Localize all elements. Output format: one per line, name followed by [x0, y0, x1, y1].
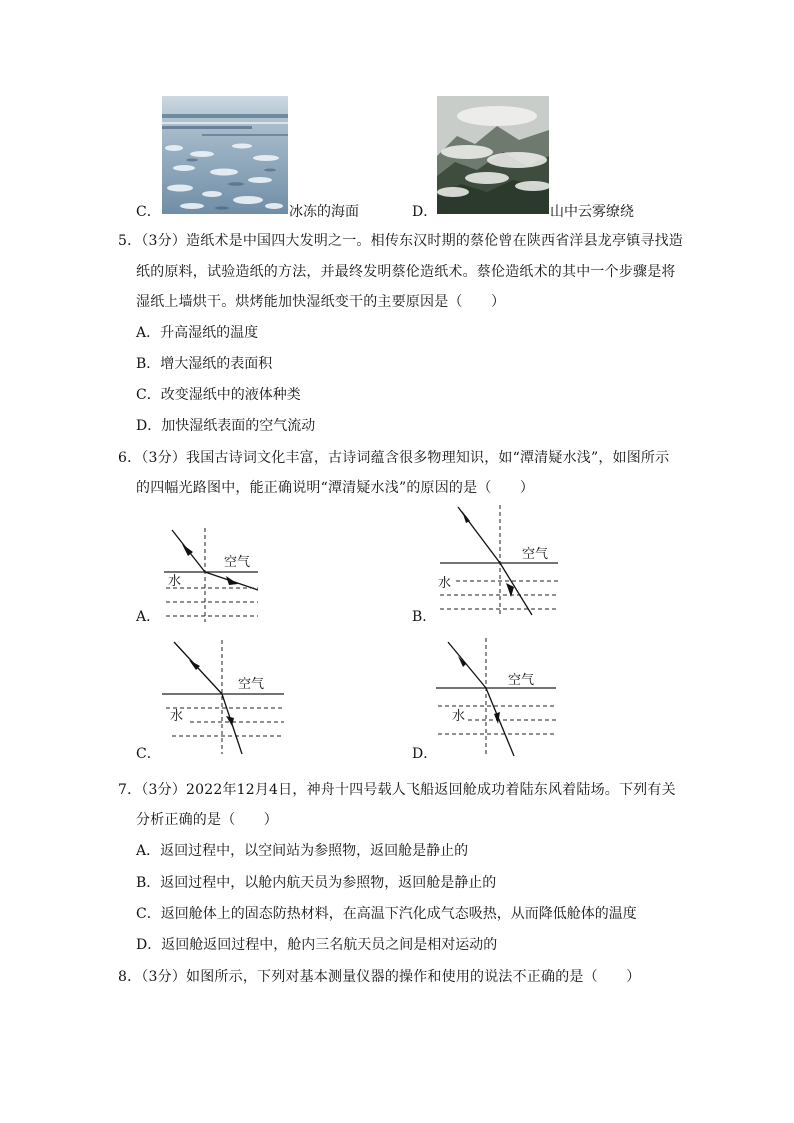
frozen-sea-photo: [162, 96, 288, 214]
air-label: 空气: [238, 677, 265, 692]
option-a: A．升高湿纸的温度: [136, 325, 259, 341]
water-label: 水: [438, 576, 452, 591]
arrow-icon: [494, 712, 500, 724]
question-stem-line: 8．（3分）如图所示，下列对基本测量仪器的操作和使用的说法不正确的是（ ）: [118, 969, 641, 985]
option-d: D．加快湿纸表面的空气流动: [136, 418, 316, 434]
diagram-letter: B．: [412, 609, 437, 625]
refracted-ray: [448, 642, 486, 688]
option-b: B．增大湿纸的表面积: [136, 356, 273, 372]
water-label: 水: [452, 709, 466, 724]
question-stem-line: 5．（3分）造纸术是中国四大发明之一。相传东汉时期的蔡伦曾在陕西省洋县龙亭镇寻找造: [118, 233, 684, 249]
option-c: C．改变湿纸中的液体种类: [136, 387, 301, 403]
incident-ray: [486, 688, 514, 756]
frozen-sea-image: [162, 96, 288, 214]
water-label: 水: [168, 574, 182, 589]
option-b: B．返回过程中，以舱内航天员为参照物，返回舱是静止的: [136, 875, 497, 891]
light-path-diagram-d: [434, 636, 560, 760]
diagram-letter: D．: [412, 746, 438, 762]
light-path-diagram-b: [436, 503, 560, 619]
air-label: 空气: [522, 547, 549, 562]
light-path-diagram-a: [160, 524, 270, 624]
water-label: 水: [170, 709, 184, 724]
air-label: 空气: [508, 673, 535, 688]
question-stem-line: 分析正确的是（ ）: [136, 812, 278, 828]
image-caption: 冰冻的海面: [289, 204, 359, 220]
mountain-fog-photo: [437, 96, 549, 214]
incident-ray: [500, 563, 532, 615]
mountain-fog-image: [437, 96, 549, 214]
arrow-icon: [226, 576, 238, 585]
diagram-letter: C．: [136, 746, 161, 762]
option-letter: C．: [136, 204, 161, 220]
option-c: C．返回舱体上的固态防热材料，在高温下汽化成气态吸热，从而降低舱体的温度: [136, 906, 637, 922]
question-stem-line: 6．（3分）我国古诗词文化丰富，古诗词蕴含很多物理知识，如“潭清疑水浅”，如图所示: [118, 450, 670, 466]
option-letter: D．: [412, 204, 438, 220]
diagram-letter: A．: [136, 609, 161, 625]
arrow-icon: [462, 511, 470, 523]
image-caption: 山中云雾缭绕: [550, 204, 634, 220]
question-stem-line: 纸的原料，试验造纸的方法，并最终发明蔡伦造纸术。蔡伦造纸术的其中一个步骤是将: [136, 264, 676, 280]
air-label: 空气: [224, 555, 251, 570]
question-stem-line: 的四幅光路图中，能正确说明“潭清疑水浅”的原因的是（ ）: [136, 480, 535, 496]
question-stem-line: 7．（3分）2022年12月4日，神舟十四号载人飞船返回舱成功着陆东风着陆场。下列有关: [118, 782, 676, 798]
question-stem-line: 湿纸上墙烘干。烘烤能加快湿纸变干的主要原因是（ ）: [136, 294, 506, 310]
option-a: A．返回过程中，以空间站为参照物，返回舱是静止的: [136, 843, 469, 859]
option-d: D．返回舱返回过程中，舱内三名航天员之间是相对运动的: [136, 937, 498, 953]
light-path-diagram-c: [160, 638, 288, 756]
